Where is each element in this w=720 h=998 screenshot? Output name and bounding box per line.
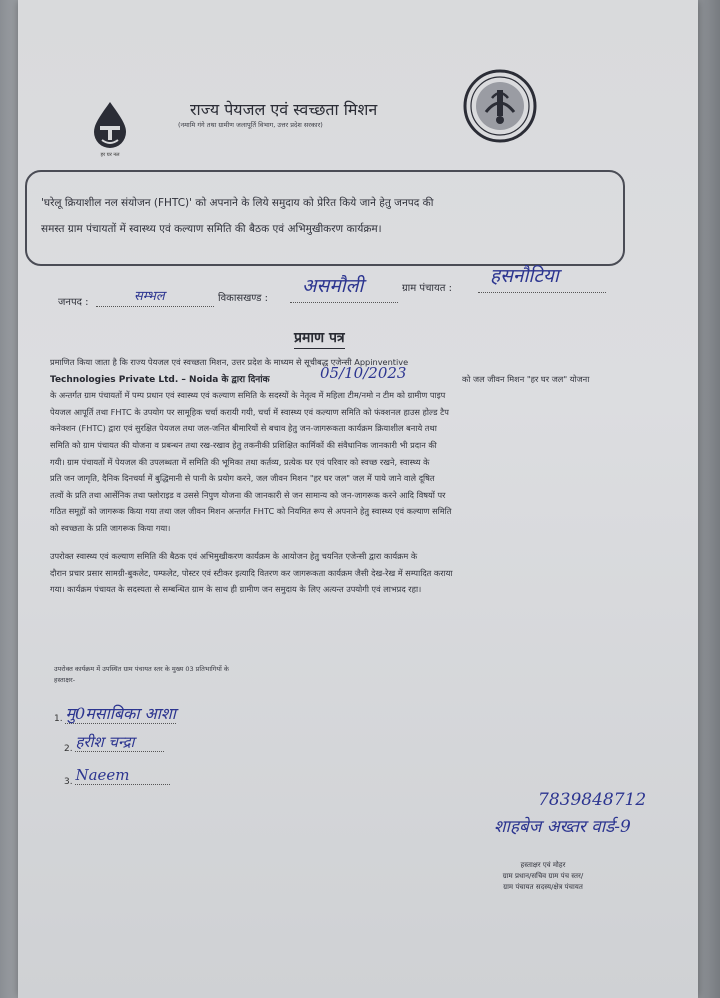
participant-signature: हरीश चन्द्रा [75, 733, 164, 752]
mission-text: को जल जीवन मिशन "हर घर जल" योजना [462, 373, 590, 384]
district-value: सम्भल [134, 289, 165, 304]
list-item-number: 2. [64, 744, 73, 754]
district-dotline [96, 306, 214, 307]
para1-line-6: समिति को ग्राम पंचायत की योजना व प्रबन्धन तथा रख-रखाव हेतु तकनीकी प्रशिक्षित कार्मिकों की संवैधानिक जानकारी भी प्रदान की [50, 439, 437, 450]
para1-line-10: गठित समूहों को जागरूक किया गया तथा जल जीवन मिशन अन्तर्गत FHTC को नियमित रूप से अपनाने हेतु स्वास्थ्य एवं कल्याण समिति [50, 506, 452, 517]
program-title-box [25, 170, 625, 266]
para2-line-2: दौरान प्रचार प्रसार सामग्री-बुकलेट, पम्फलेट, पोस्टर एवं स्टीकर इत्यादि वितरण कर जागरूकता कार्यक्रम जैसी देख-रेख में सम्पादित कराया [50, 567, 453, 578]
panchayat-value: हसनौटिया [490, 265, 559, 287]
block-value: असमौली [302, 275, 364, 297]
para1-line-2: Technologies Private Ltd. – Noida के द्वारा दिनांक [50, 374, 270, 385]
list-item [54, 704, 176, 726]
attendance-intro-line-2: हस्ताक्षर- [54, 676, 76, 684]
page-subtitle: (नमामि गंगे तथा ग्रामीण जलापूर्ति विभाग, उत्तर प्रदेश सरकार) [178, 121, 323, 129]
certificate-paragraph-2 [50, 548, 670, 598]
block-dotline [290, 302, 398, 303]
para2-line-1: उपरोक्त स्वास्थ्य एवं कल्याण समिति की बैठक एवं अभिमुखीकरण कार्यक्रम के आयोजन हेतु चयनित एजेन्सी द्वारा कार्यक्रम के [50, 551, 418, 561]
para1-line-3: के अन्तर्गत ग्राम पंचायतों में पम्प प्रधान एवं स्वास्थ्य एवं कल्याण समिति के सदस्यों के नेतृत्व में महिला टीम/नमो न टीम को ग्रामीण पाइप [50, 390, 446, 401]
program-title-line-2: समस्त ग्राम पंचायतों में स्वास्थ्य एवं कल्याण समिति की बैठक एवं अभिमुखीकरण कार्यक्रम। [41, 223, 382, 235]
attendance-intro-line-1: उपरोक्त कार्यक्रम में उपस्थित ग्राम पंचायत स्तर के मुख्य 03 प्रतिभागियों के [54, 665, 229, 673]
page-title: राज्य पेयजल एवं स्वच्छता मिशन [190, 100, 378, 119]
event-date: 05/10/2023 [320, 363, 407, 382]
logo-caption: हर घर नल [100, 152, 120, 158]
signature-label-3: ग्राम पंचायत सदस्य/क्षेत्र पंचायत [503, 883, 583, 891]
panchayat-dotline [478, 292, 606, 293]
para1-line-1: प्रमाणित किया जाता है कि राज्य पेयजल एवं स्वच्छता मिशन, उत्तर प्रदेश के माध्यम से सूचीबद्ध एजेन्सी Appinventive [50, 357, 409, 367]
signature-block [448, 860, 638, 893]
list-item-number: 3. [64, 777, 73, 787]
program-title-line-1: 'घरेलू क्रियाशील नल संयोजन (FHTC)' को अपनाने के लिये समुदाय को प्रेरित किये जाने हेतु जनपद की [41, 197, 434, 209]
signatory-phone: 7839848712 [538, 790, 647, 810]
list-item-number: 1. [54, 714, 63, 724]
certificate-page [18, 0, 698, 998]
uttar-pradesh-emblem-icon [462, 68, 538, 144]
list-item [64, 766, 170, 788]
block-label: विकासखण्ड : [218, 293, 269, 304]
panchayat-label: ग्राम पंचायत : [402, 283, 453, 294]
para2-line-3: गया। कार्यक्रम पंचायत के सदस्यता से सम्बन्धित ग्राम के साथ ही ग्रामीण जन समुदाय के लिए अत्यन्त उपयोगी एवं लाभप्रद रहा। [50, 584, 422, 595]
list-item [64, 733, 164, 756]
attendance-intro [54, 664, 374, 686]
para1-line-9: तत्वों के प्रति तथा आर्सेनिक तथा फ्लोराइड व उससे निपुण योजना की जानकारी से जन सामान्य को जन-जागरूक करने आदि विषयों पर [50, 489, 446, 500]
para1-line-2-row [50, 363, 670, 388]
signatory-name: शाहबेज अख्तर वार्ड-9 [494, 817, 631, 837]
participant-signature: मु0मसाबिका आशा [65, 704, 176, 723]
signature-label-1: हस्ताक्षर एवं मोहर [520, 861, 566, 869]
certificate-heading: प्रमाण पत्र [294, 328, 345, 349]
district-label: जनपद : [58, 297, 89, 308]
para1-line-5: कनेक्शन (FHTC) द्वारा एवं सुरक्षित पेयजल तथा जल-जनित बीमारियों से बचाव हेतु जन-जागरूकता कार्यक्रम क्रियाशील बनाये तथा [50, 423, 437, 434]
para1-line-7: गयी। ग्राम पंचायतों में पेयजल की उपलब्धता में समिति की भूमिका तथा कर्तव्य, प्रत्येक घर एवं परिवार को स्वच्छ रखने, स्वास्थ्य के [50, 456, 430, 467]
location-fields [58, 265, 658, 312]
certificate-paragraph-1 [50, 354, 670, 537]
signature-label-2: ग्राम प्रधान/सचिव ग्राम पंच स्तर/ [502, 872, 584, 880]
water-mission-logo [82, 100, 138, 170]
participant-signature: Naeem [75, 766, 169, 785]
para1-line-8: प्रति जन जागृति, दैनिक दिनचर्या में बुद्धिमानी से पानी के प्रयोग करने, जल जीवन मिशन "हर घर जल" जल में पाये जाने वाले दूषित [50, 473, 435, 484]
para1-line-11: को स्वच्छता के प्रति जागरूक किया गया। [50, 522, 171, 533]
para1-line-4: पेयजल आपूर्ति तथा FHTC के उपयोग पर सामूहिक चर्चा करायी गयी, चर्चा में स्वास्थ्य एवं कल्याण समिति को फंक्शनल हाउस होल्ड टैप [50, 406, 449, 417]
